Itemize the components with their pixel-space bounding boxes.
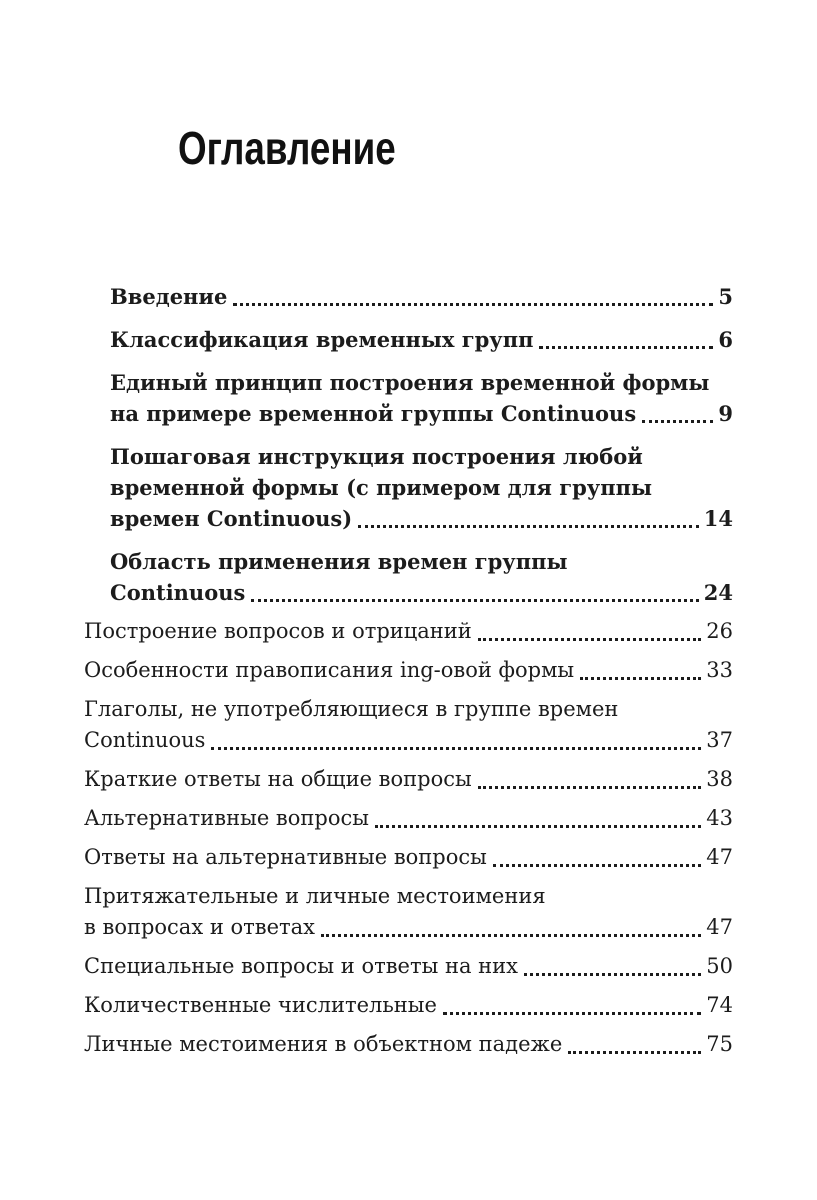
dot-leader [478, 638, 701, 641]
toc-entry-text: Введение [110, 284, 228, 309]
toc-entry-text: Количественные числительные [84, 993, 437, 1017]
page-number: 43 [706, 806, 733, 830]
page-number: 38 [706, 767, 733, 791]
toc-entry [84, 441, 733, 534]
toc-entry [84, 616, 733, 647]
dot-leader [539, 346, 713, 349]
toc-entry [84, 655, 733, 686]
toc-entry-line: Пошаговая инструкция построения любой [110, 444, 643, 469]
page-number: 47 [706, 845, 733, 869]
toc-entry [84, 694, 733, 756]
toc-entry-lastline [110, 398, 733, 429]
page-title: Оглавление [178, 122, 396, 174]
dot-leader [443, 1012, 701, 1015]
toc-entry-lastline [110, 324, 733, 355]
toc-entry [84, 367, 733, 429]
toc-entry-lastline [84, 764, 733, 795]
dot-leader [568, 1051, 701, 1054]
toc-content [84, 120, 733, 1068]
page-number: 24 [703, 580, 733, 605]
toc-entry [84, 281, 733, 312]
toc-entry-lastline [84, 990, 733, 1021]
page-number: 6 [718, 327, 733, 352]
page-number: 75 [706, 1032, 733, 1056]
toc-entry-lastline [84, 725, 733, 756]
toc-entry-line: Глаголы, не употребляющиеся в группе времен [84, 697, 619, 721]
toc-entry-lastline [84, 1029, 733, 1060]
toc-entry-text: Классификация временных групп [110, 327, 534, 352]
toc-entry [84, 990, 733, 1021]
page-number: 33 [706, 658, 733, 682]
toc-entry-text: на примере временной группы Continuous [110, 401, 637, 426]
toc-entry-text: в вопросах и ответах [84, 915, 316, 939]
toc-entry-lastline [110, 577, 733, 608]
toc-entry-lastline [84, 655, 733, 686]
page-number: 47 [706, 915, 733, 939]
toc-entry [84, 546, 733, 608]
toc-entry-text: Краткие ответы на общие вопросы [84, 767, 472, 791]
page-number: 74 [706, 993, 733, 1017]
page-number: 9 [718, 401, 733, 426]
toc-entry-text: Альтернативные вопросы [84, 806, 369, 830]
toc-entry-line: Притяжательные и личные местоимения [84, 884, 546, 908]
toc-entry-text: Continuous [110, 580, 246, 605]
page-number: 50 [706, 954, 733, 978]
toc-entry-line: временной формы (с примером для группы [110, 475, 653, 500]
toc-entry [84, 842, 733, 873]
toc-entry-lastline [84, 803, 733, 834]
toc-entry-text: времен Continuous) [110, 506, 353, 531]
dot-leader [375, 825, 701, 828]
dot-leader [211, 747, 701, 750]
dot-leader [493, 864, 701, 867]
toc-entry-text: Continuous [84, 728, 206, 752]
page-number: 5 [718, 284, 733, 309]
page-number: 26 [706, 619, 733, 643]
toc-entry-lastline [84, 912, 733, 943]
toc-entry [84, 803, 733, 834]
toc-entry [84, 951, 733, 982]
toc-entry-text: Специальные вопросы и ответы на них [84, 954, 519, 978]
toc-list [84, 281, 733, 1060]
toc-entry [84, 881, 733, 943]
toc-entry-text: Личные местоимения в объектном падеже [84, 1032, 563, 1056]
toc-entry [84, 1029, 733, 1060]
dot-leader [642, 420, 713, 423]
toc-entry-lastline [84, 842, 733, 873]
toc-entry-text: Ответы на альтернативные вопросы [84, 845, 487, 869]
dot-leader [358, 525, 699, 528]
toc-entry [84, 324, 733, 355]
dot-leader [251, 599, 698, 602]
dot-leader [580, 677, 701, 680]
toc-entry [84, 764, 733, 795]
toc-entry-text: Построение вопросов и отрицаний [84, 619, 472, 643]
page-number: 14 [703, 506, 733, 531]
toc-entry-lastline [110, 503, 733, 534]
dot-leader [233, 303, 713, 306]
toc-entry-line: Область применения времен группы [110, 549, 568, 574]
toc-entry-line: Единый принцип построения временной формы [110, 370, 710, 395]
dot-leader [524, 973, 701, 976]
toc-entry-lastline [110, 281, 733, 312]
toc-entry-lastline [84, 951, 733, 982]
dot-leader [321, 934, 701, 937]
dot-leader [478, 786, 702, 789]
page-number: 37 [706, 728, 733, 752]
toc-entry-lastline [84, 616, 733, 647]
toc-entry-text: Особенности правописания ing-овой формы [84, 658, 575, 682]
